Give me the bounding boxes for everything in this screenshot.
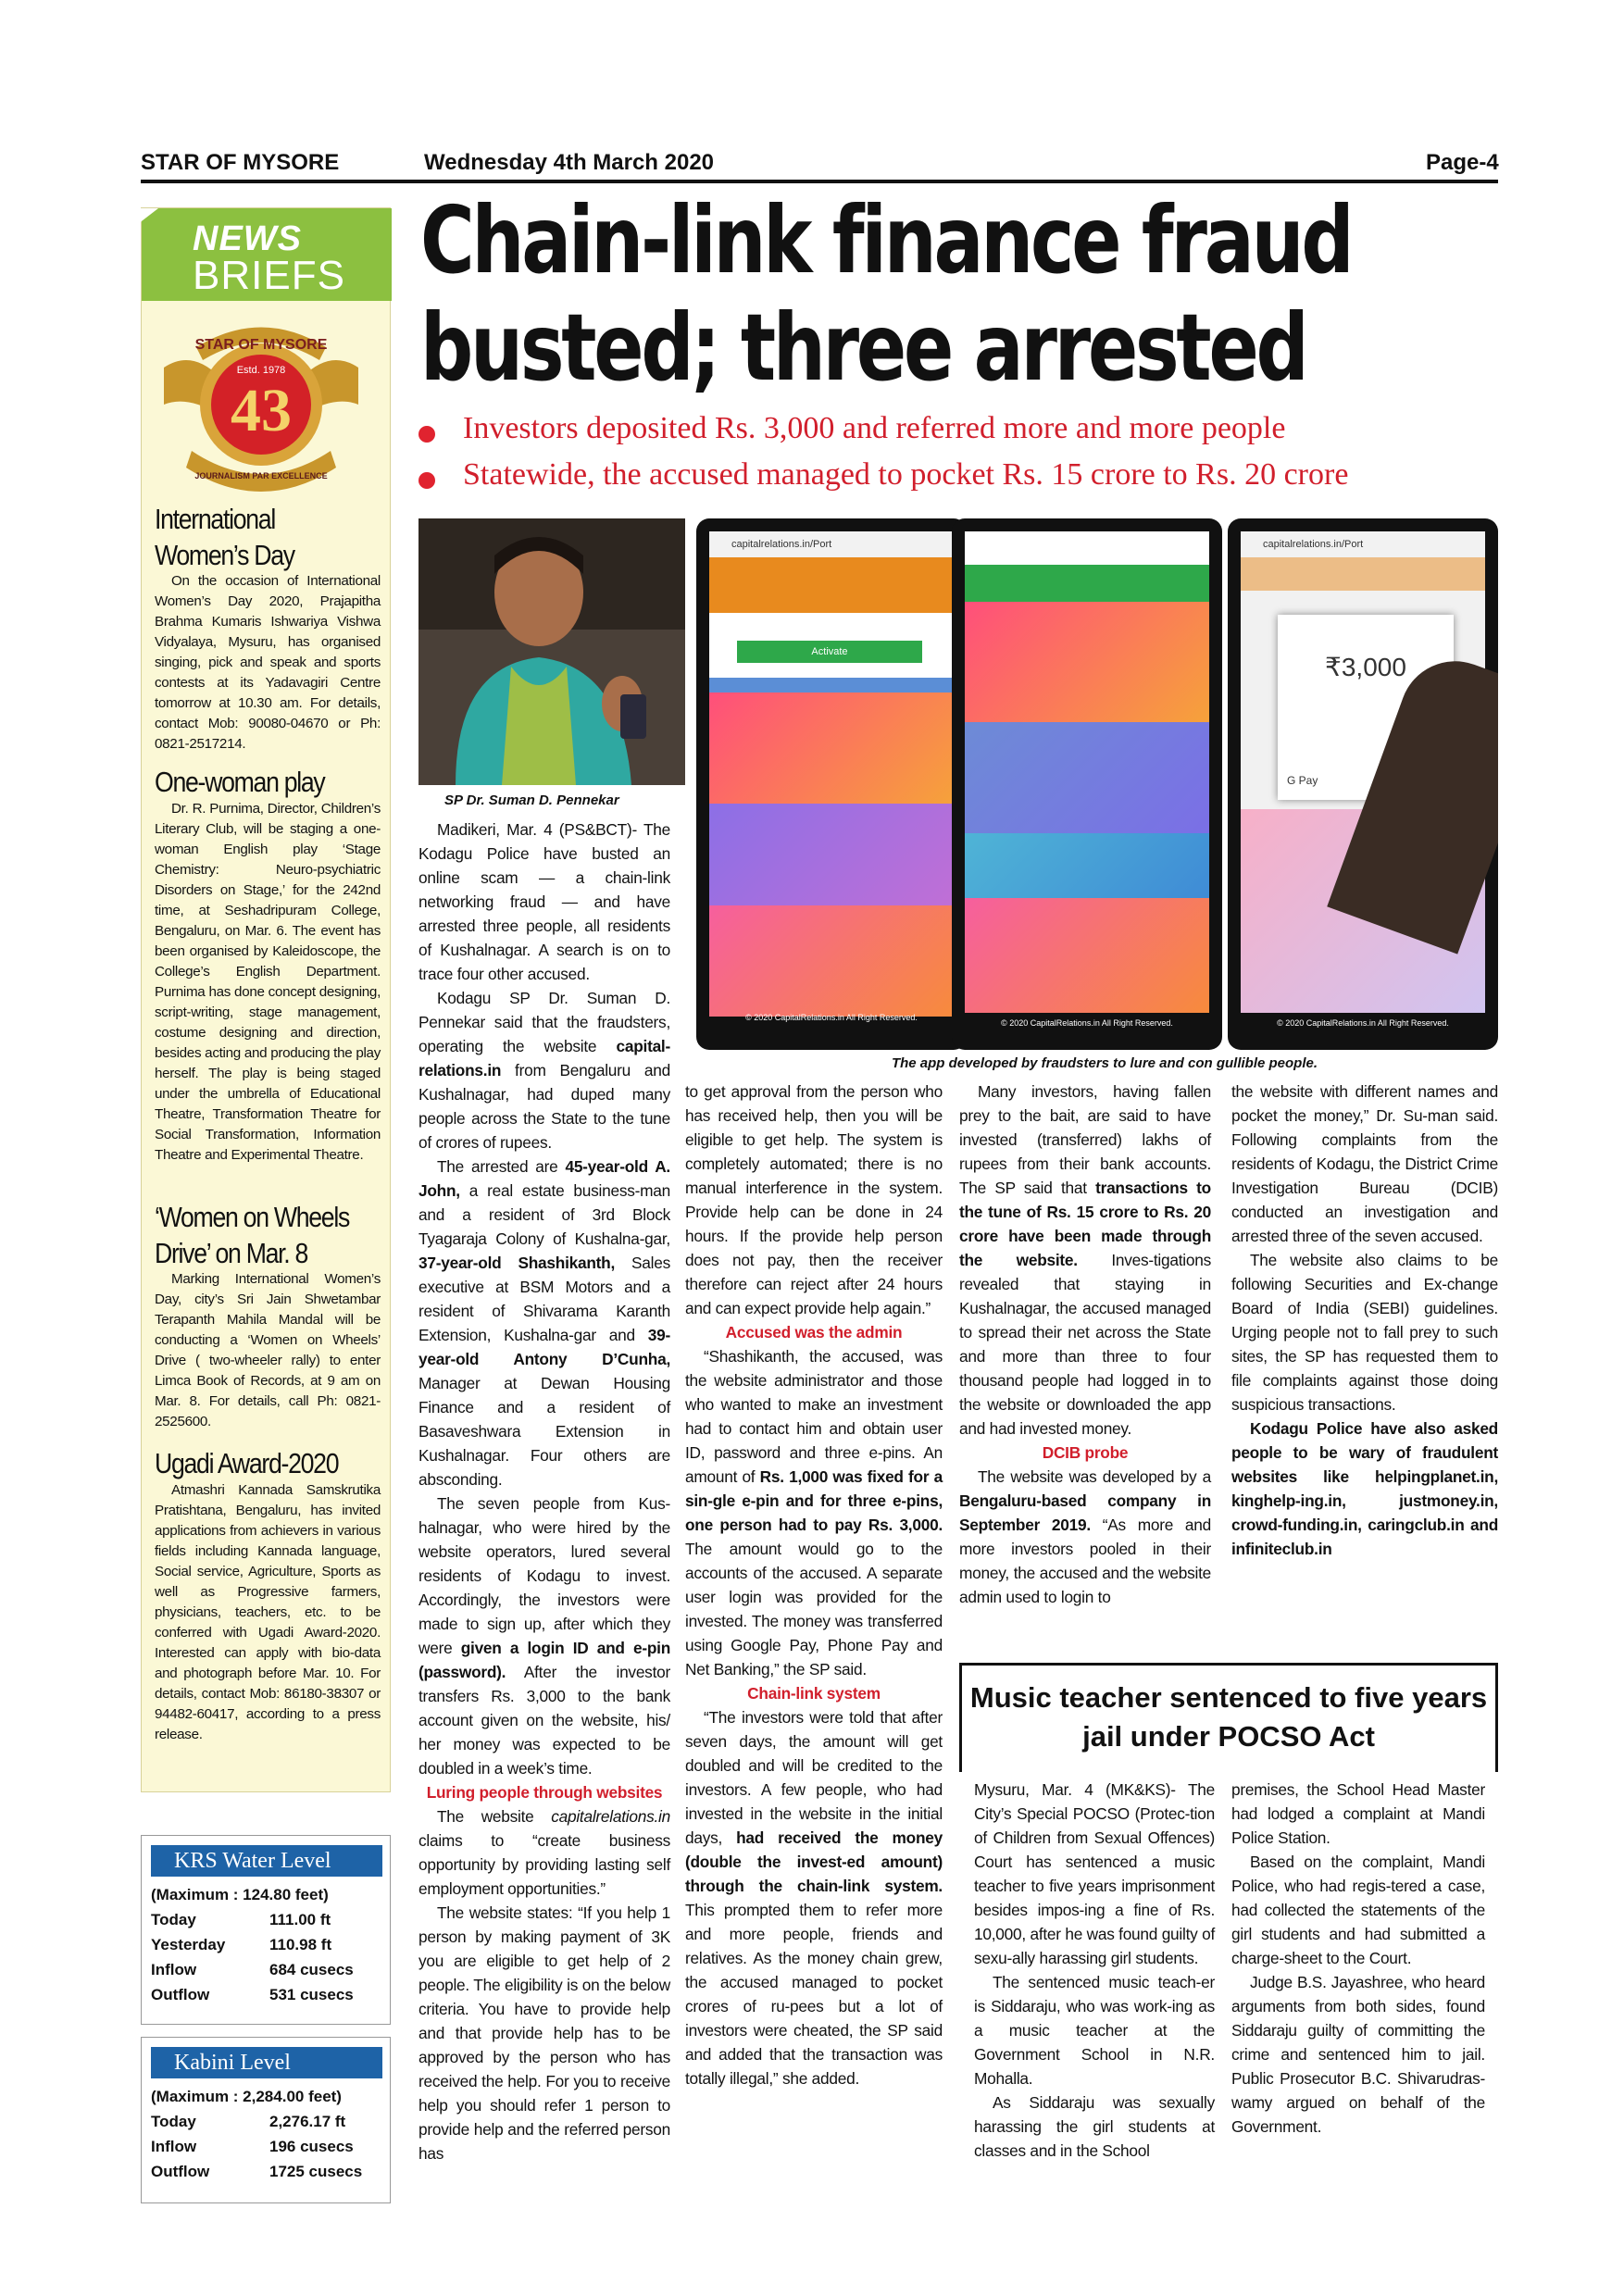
brief-title: One-woman play (155, 766, 325, 798)
kabini-title (151, 2047, 382, 2078)
music-column-2: premises, the School Head Master had lodged a complaint at Mandi Police Station. Based on the complaint, Mandi Police, who had regis-tered a case, had collected the statements of the girl students and had submitted a charge-sheet to the Court. Judge B.S. Jayashree, who heard arguments from both sides, found Siddaraju guilty of committing the crime and sentenced him to jail. Public Prosecutor B.C. Shivarudras-wamy argued on behalf of the Government. (1231, 1780, 1485, 2136)
brief-title (155, 1199, 349, 1271)
kabini-row-value: 2,276.17 ft (269, 2113, 346, 2130)
masthead-rule (141, 180, 1498, 183)
phone-screenshot (1228, 518, 1498, 1050)
anniversary-logo (155, 312, 368, 503)
krs-row-label: Yesterday (151, 1936, 226, 1953)
krs-row-value: 531 cusecs (269, 1986, 354, 2003)
krs-row-label: Inflow (151, 1961, 197, 1978)
photo-caption: SP Dr. Suman D. Pennekar (444, 792, 619, 808)
url-bar: capitalrelations.in/Port (1241, 531, 1485, 557)
app-caption: The app developed by fraudsters to lure and con gullible people. (891, 1055, 1318, 1071)
app-copyright: © 2020 CapitalRelations.in All Right Reserved. (745, 1013, 918, 1022)
news-briefs-banner (142, 208, 392, 301)
logo-motto: JOURNALISM PAR EXCELLENCE (194, 471, 328, 480)
krs-title (151, 1845, 382, 1877)
krs-row-value: 684 cusecs (269, 1961, 354, 1978)
music-teacher-box (959, 1663, 1498, 1772)
brief-title: Ugadi Award-2020 (155, 1447, 339, 1479)
headline-line-2: busted; three arrested (420, 293, 1306, 402)
subhead-2: Statewide, the accused managed to pocket Rs. 15 crore to Rs. 20 crore (463, 457, 1349, 492)
article-column-3: Many investors, having fallen prey to the bait, are said to have invested (transferred) lakhs of rupees from their bank accounts. The SP said that transactions to the tune of Rs. 15 crore to Rs. 20 crore have been made through the website. Inves-tigations revealed that staying in Kushalnagar, the accused managed to spread their net across the State and more than three to four thousand people had logged in to the website or downloaded the app and had invested money. DCIB probe The website was developed by a Bengaluru-based company in September 2019. “As more and more investors pooled in their money, the accused and the website admin used to login to (959, 1082, 1211, 1606)
activate-button: Activate (737, 641, 922, 663)
article-column-4: the website with different names and pocket the money,” Dr. Su-man said. Following complaints from the residents of Kodagu, the District Crime Investigation Bureau (DCIB) conducted an investigation and arrested three of the seven accused. The website also claims to be following Securities and Ex-change Board of India (SEBI) guidelines. Urging people not to fall prey to such sites, the SP has requested them to file complaints against those doing suspicious transactions. Kodagu Police have also asked people to be wary of fraudulent websites like helpingplanet.in, kinghelp-ing.in, justmoney.in, crowd-funding.in, caringclub.in and infiniteclub.in (1231, 1082, 1498, 1558)
kabini-row-value: 196 cusecs (269, 2138, 354, 2155)
brief-title-line: Women’s Day (155, 539, 294, 571)
brief-body: Dr. R. Purnima, Director, Children’s Literary Club, will be staging a one-woman English play ‘Stage Chemistry: Neuro-psychiatric Disorders on Stage,’ for the 242nd time, at Seshadripuram College, Bengaluru, on Mar. 6. The event has been organised by Kaleidoscope, the College’s English Department. Purnima has done concept designing, script-writing, stage management, costume designing and direction, besides acting and producing the play herself. The play is being staged under the umbrella of Educational Theatre, Transformation Theatre for Social Transformation, Information Theatre and Experimental Theatre. (155, 801, 381, 1163)
banner-news: NEWS (193, 219, 302, 258)
app-copyright: © 2020 CapitalRelations.in All Right Reserved. (1277, 1018, 1449, 1028)
logo-name: STAR OF MYSORE (194, 337, 328, 353)
brief-body: On the occasion of International Women’s Day 2020, Prajapitha Brahma Kumaris Ishwariya Vishwa Vidyalaya, Mysuru, has organised singing, pick and speak and sports contests at its Yadavagiri Centre tomorrow at 10.30 am. For details, contact Mob: 90080-04670 or Ph: 0821-2517214. (155, 573, 381, 752)
krs-row-label: Outflow (151, 1986, 210, 2003)
bullet-icon (418, 472, 435, 489)
banner-briefs: BRIEFS (193, 253, 345, 298)
brief-title-line: International (155, 503, 275, 535)
kabini-max: (Maximum : 2,284.00 feet) (151, 2088, 342, 2105)
brief-title-line: Drive’ on Mar. 8 (155, 1237, 308, 1269)
krs-title-text: KRS Water Level (174, 1849, 331, 1873)
payment-amount: ₹3,000 (1325, 653, 1406, 681)
phone-screenshot (696, 518, 967, 1050)
brief-title (155, 501, 294, 573)
logo-estd: Estd. 1978 (236, 365, 286, 376)
article-column-2: to get approval from the person who has received help, then you will be eligible to get help. The system is completely automated; there is no manual interference in the system. Provide help can be done in 24 hours. If the provide help person does not pay, then the receiver therefore can reject after 24 hours and can expect provide help again.” Accused was the admin “Shashikanth, the accused, was the website administrator and those who wanted to make an investment had to contact him and obtain user ID, password and three e-pins. An amount of Rs. 1,000 was fixed for a sin-gle e-pin and for three e-pins, one person had to pay Rs. 3,000. The amount would go to the accounts of the accused. A separate user login was provided for the invested. The money was transferred using Google Pay, Phone Pay and Net Banking,” the SP said. Chain-link system “The investors were told that after seven days, the amount will get doubled and will be credited to the investors. A few people, who had invested in the website in the initial days, had received the money (double the invest-ed amount) through the chain-link system. This prompted them to refer more and more people, friends and relatives. As the money chain grew, the accused managed to pocket crores of ru-pees but a lot of investors were cheated, the SP said and added that the transaction was totally illegal,” she added. (685, 1082, 943, 2088)
news-briefs-sidebar (141, 207, 391, 1792)
brief-title-line: ‘Women on Wheels (155, 1201, 350, 1233)
krs-water-level-box (141, 1835, 391, 2025)
issue-date: Wednesday 4th March 2020 (424, 150, 715, 175)
app-copyright: © 2020 CapitalRelations.in All Right Reserved. (1001, 1018, 1173, 1028)
brief-body: Atmashri Kannada Samskrutika Pratishtana, Bengaluru, has invited applications from achievers in various fields including Kannada language, Social service, Agriculture, Sports as well as Progressive farmers, physicians, teachers, etc. to be conferred with Ugadi Award-2020. Interested can apply with bio-data and photograph before Mar. 10. For details, contact Mob: 86180-38307 or 94482-60417, according to a press release. (155, 1482, 381, 1742)
music-headline: Music teacher sentenced to five years jail under POCSO Act (969, 1681, 1488, 1753)
kabini-row-label: Outflow (151, 2163, 210, 2180)
kabini-row-label: Today (151, 2113, 196, 2130)
paper-name: STAR OF MYSORE (141, 150, 340, 175)
krs-row-label: Today (151, 1911, 196, 1928)
krs-row-value: 110.98 ft (269, 1936, 332, 1953)
kabini-row-label: Inflow (151, 2138, 197, 2155)
bullet-icon (418, 426, 435, 443)
phone-screenshot (952, 518, 1222, 1050)
kabini-title-text: Kabini Level (174, 2051, 291, 2075)
headline-line-1: Chain-link finance fraud (420, 186, 1352, 294)
gpay-label: G Pay (1287, 774, 1318, 787)
page-number: Page-4 (1426, 150, 1499, 175)
sp-photo (418, 518, 685, 785)
article-column-1: Madikeri, Mar. 4 (PS&BCT)- The Kodagu Police have busted an online scam — a chain-link networking fraud — and have arrested three people, all residents of Kushalnagar. A search is on to trace four other accused. Kodagu SP Dr. Suman D. Pennekar said that the fraudsters, operating the website capital-relations.in from Bengaluru and Kushalnagar, had duped many people across the State to the tune of crores of rupees. The arrested are 45-year-old A. John, a real estate business-man and a resident of 3rd Block Tyagaraja Colony of Kushalna-gar, 37-year-old Shashikanth, Sales executive at BSM Motors and a resident of Shivarama Karanth Extension, Kushalna-gar and 39-year-old Antony D’Cunha, Manager at Dewan Housing Finance and a resident of Basaveshwara Extension in Kushalnagar. Four others are absconding. The seven people from Kus-halnagar, who were hired by the website operators, lured several residents of Kodagu to invest. Accordingly, the investors were made to sign up, after which they were given a login ID and e-pin (password). After the investor transfers Rs. 3,000 to the bank account given on the website, his/ her money was expected to be doubled in a week’s time. Luring people through websites The website capitalrelations.in claims to “create business opportunity by providing lasting self employment opportunities.” The website states: “If you help 1 person by making payment of 3K you are eligible to get help of 2 people. The eligibility is on the below criteria. You have to provide help and that provide help has to be approved by the person who has received the help. For you to receive help you should refer 1 person to provide help and the referred person has (418, 820, 671, 2163)
music-column-1: Mysuru, Mar. 4 (MK&KS)- The City’s Special POCSO (Protec-tion of Children from Sexual Offences) Court has sentenced a music teacher to five years imprisonment besides impos-ing a fine of Rs. 10,000, after he was found guilty of sexu-ally harassing girl students. The sentenced music teach-er is Siddaraju, who was work-ing as a music teacher at the Government School in N.R. Mohalla. As Siddaraju was sexually harassing the girl students at classes and in the School (974, 1780, 1215, 2160)
logo-number: 43 (231, 377, 292, 444)
url-bar: capitalrelations.in/Port (709, 531, 954, 557)
subhead-1: Investors deposited Rs. 3,000 and referred more and more people (463, 411, 1286, 445)
kabini-level-box (141, 2037, 391, 2203)
krs-max: (Maximum : 124.80 feet) (151, 1886, 329, 1903)
krs-row-value: 111.00 ft (269, 1911, 331, 1928)
brief-body: Marking International Women’s Day, city’s Sri Jain Shwetambar Terapanth Mahila Mandal will be conducting a ‘Women on Wheels’ Drive ( two-wheeler rally) to enter Limca Book of Records, at 9 am on Mar. 8. For details, call Ph: 0821-2525600. (155, 1271, 381, 1429)
kabini-row-value: 1725 cusecs (269, 2163, 363, 2180)
